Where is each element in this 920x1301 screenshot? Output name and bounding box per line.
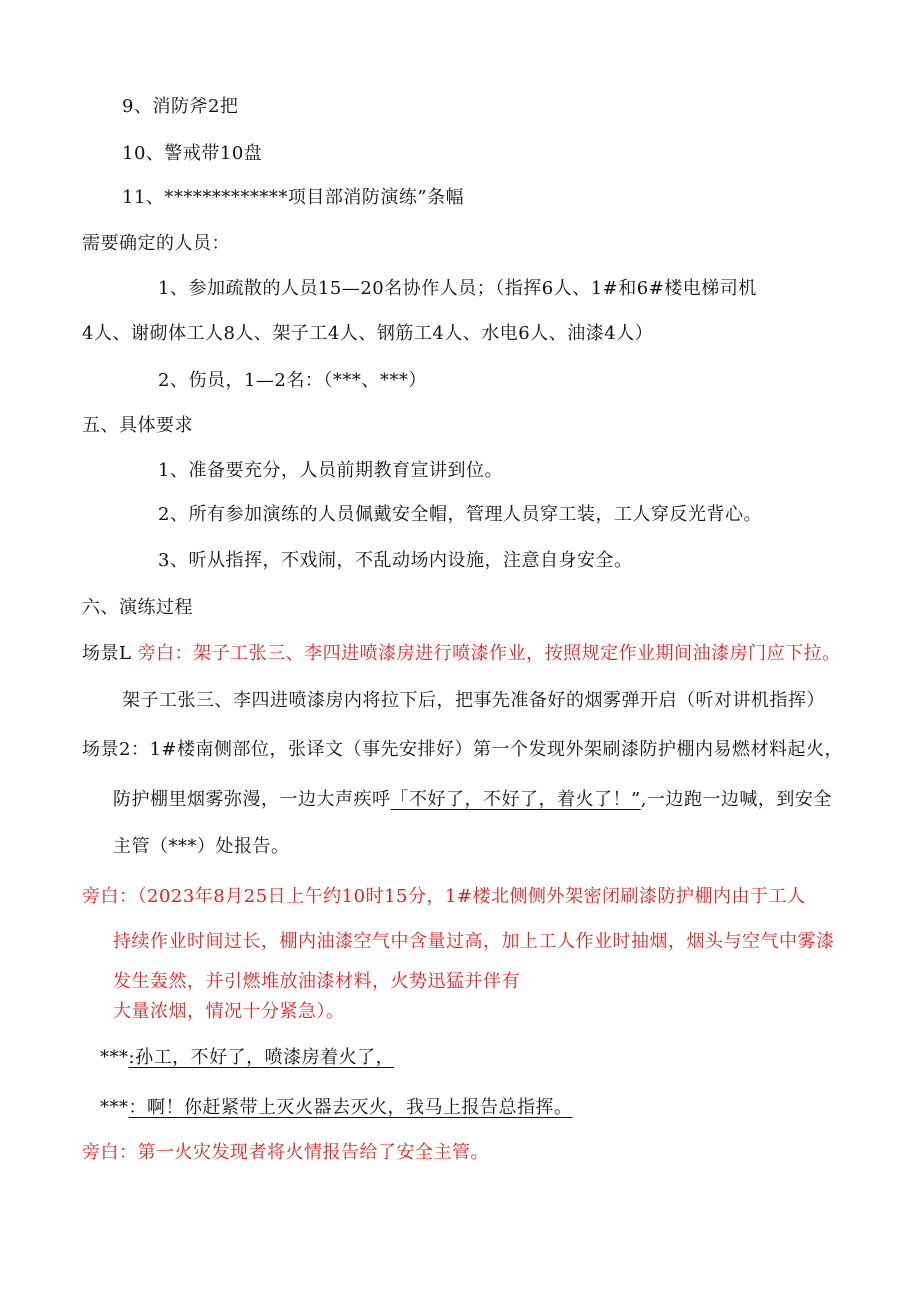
- dialogue-speaker: ***: [100, 1097, 129, 1118]
- personnel-item-1-line-2: 4人、谢砌体工人8人、架子工4人、钢筋工4人、水电6人、油漆4人）: [82, 323, 654, 344]
- list-item: 9、消防斧2把: [122, 96, 239, 117]
- personnel-item-2: 2、伤员，1—2名：（***、***）: [158, 370, 427, 391]
- scene-1-action: 架子工张三、李四进喷漆房内将拉下后，把事先准备好的烟雾弹开启（听对讲机指挥）: [122, 690, 825, 711]
- scene-2-line-1: 场景2：1#楼南侧部位，张译文（事先安排好）第一个发现外架刷漆防护棚内易燃材料起火，: [82, 739, 843, 760]
- narration-2-line: 持续作业时间过长，棚内油漆空气中含量过高，加上工人作业时抽烟，烟头与空气中雾漆: [113, 931, 835, 952]
- scene-2-text: ,一边跑一边喊，到安全: [640, 789, 832, 810]
- scene-1-line: [82, 642, 841, 666]
- narration-2-line: 大量浓烟，情况十分紧急）。: [113, 1001, 345, 1022]
- requirement-item: 3、听从指挥，不戏闹，不乱动场内设施，注意自身安全。: [158, 550, 633, 571]
- scene-1-narration: 旁白：架子工张三、李四进喷漆房进行喷漆作业，按照规定作业期间油漆房门应下拉。: [137, 643, 841, 664]
- section-heading-6: 六、演练过程: [82, 597, 193, 618]
- dialogue-speaker: ***: [100, 1047, 129, 1068]
- personnel-item-1-line-1: 1、参加疏散的人员15—20名协作人员；（指挥6人、1#和6#楼电梯司机: [158, 278, 757, 299]
- narration-3: 旁白：第一火灾发现者将火情报告给了安全主管。: [82, 1142, 489, 1163]
- dialogue-line-1: [100, 1046, 394, 1070]
- list-item: 10、警戒带10盘: [122, 143, 263, 164]
- scene-2-line-3: 主管（***）处报告。: [113, 836, 290, 857]
- dialogue-line-2: [100, 1096, 573, 1120]
- dialogue-text: ：啊！你赶紧带上灭火器去灭火，我马上报告总指挥。: [128, 1097, 573, 1118]
- list-item: 11、*************项目部消防演练”条幅: [122, 187, 465, 208]
- requirement-item: 1、准备要充分，人员前期教育宣讲到位。: [158, 460, 503, 481]
- narration-2-line: 发生轰然，并引燃堆放油漆材料，火势迅猛并伴有: [113, 971, 520, 992]
- section-heading-5: 五、具体要求: [82, 415, 193, 436]
- narration-2-line: 旁白：（2023年8月25日上午约10时15分，1#楼北侧侧外架密闭刷漆防护棚内由于工人: [82, 886, 806, 907]
- scene-1-label: 场景L: [82, 643, 132, 664]
- section-heading-personnel: 需要确定的人员：: [82, 233, 230, 254]
- scene-2-text: 防护棚里烟雾弥漫，一边大声疾呼: [113, 789, 391, 810]
- requirement-item: 2、所有参加演练的人员佩戴安全帽，管理人员穿工装，工人穿反光背心。: [158, 504, 762, 525]
- dialogue-text: :孙工，不好了，喷漆房着火了，: [128, 1047, 395, 1068]
- scene-2-line-2: [113, 788, 832, 812]
- scene-2-shout-quote: 「不好了，不好了，着火了！”: [390, 789, 641, 810]
